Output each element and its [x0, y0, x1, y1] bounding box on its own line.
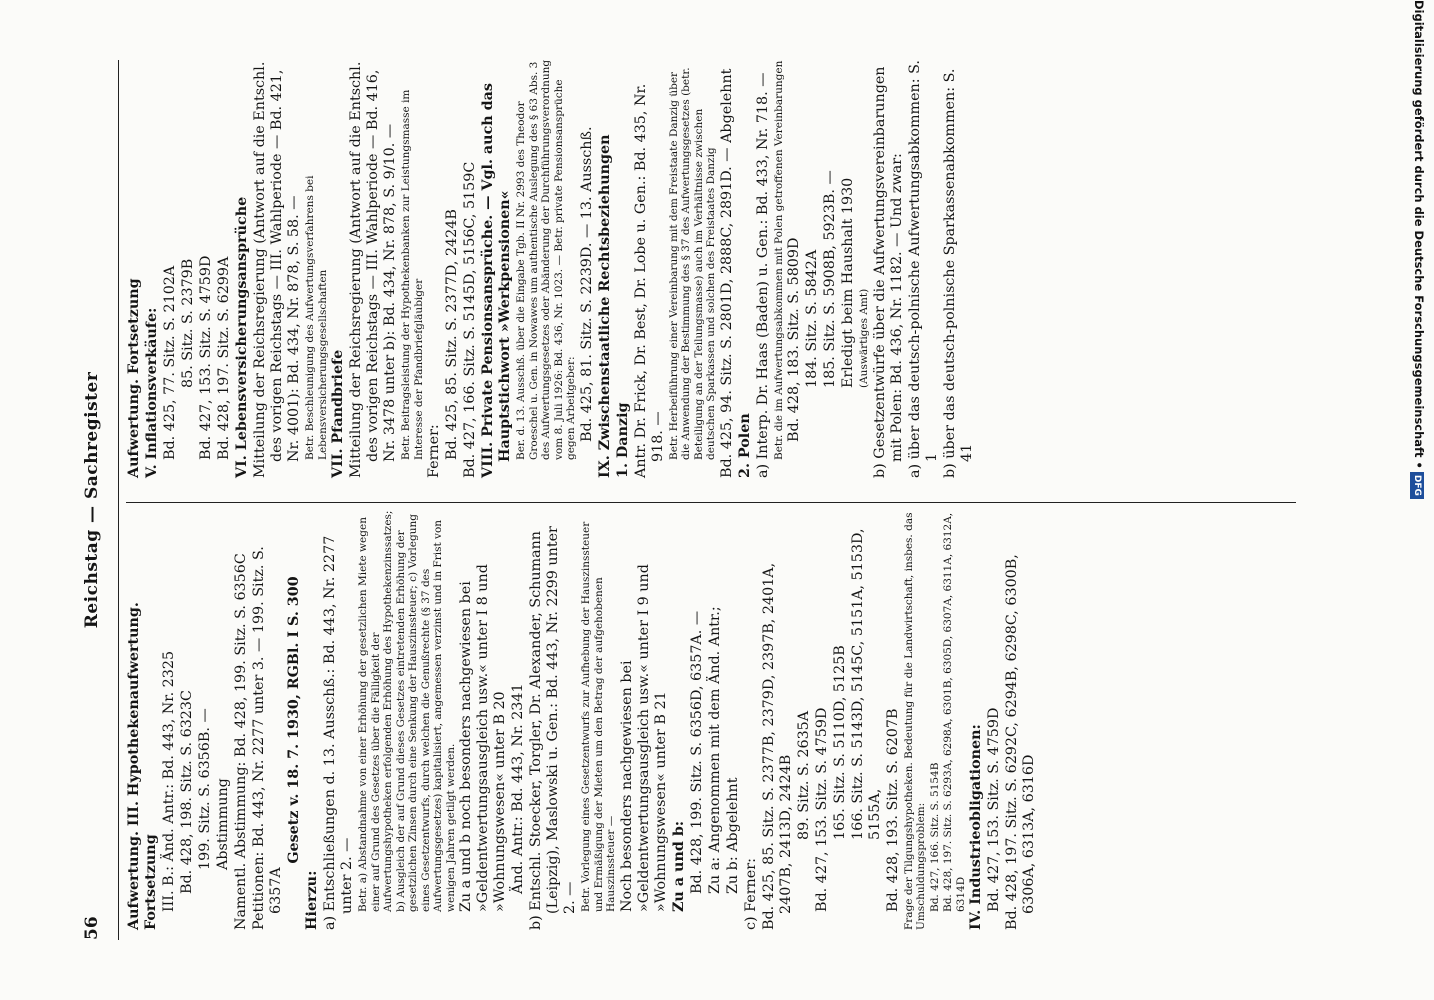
right-column-entry: Bd. 425, 85. Sitz. S. 2377D, 2424B — [444, 209, 460, 460]
right-column-entry: Antr. Dr. Frick, Dr. Best, Dr. Lobe u. Gen.: Bd. 435, Nr. 918. — — [632, 83, 666, 478]
right-column-entry: VII. Pfandbriefe — [330, 349, 346, 478]
right-column-entry: Mitteilung der Reichsregierung (Antwort auf die Entschl. des vorigen Reichstags — III. Wahlperiode — Bd. 421, Nr. 4001): Bd. 434, Nr. 878, S. 58. — — [252, 61, 302, 478]
header-rule — [118, 60, 119, 940]
left-column-entry: 199. Sitz. S. 6356B. — — [197, 708, 213, 870]
right-column-entry: a) Interp. Dr. Haas (Baden) u. Gen.: Bd. 433, Nr. 718. — — [754, 72, 771, 478]
right-column-entry: IX. Zwischenstaatliche Rechtsbeziehungen — [596, 134, 613, 478]
left-column-entry: Bd. 428, 198. Sitz. S. 6323C — [179, 690, 195, 894]
left-column-entry: Frage der Tilgungshypotheken. Bedeutung für die Landwirtschaft, insbes. das Umschuldungsproblem: — [902, 512, 927, 930]
left-column-entry: 165. Sitz. S. 5110D, 5125B — [831, 645, 848, 840]
left-column-entry: IV. Industrieobligationen: — [968, 724, 984, 930]
left-column-entry: Zu a: Angenommen mit dem Änd. Antr.; — [706, 606, 723, 894]
dfg-logo: DFG — [1410, 472, 1424, 499]
left-column-entry: Betr. Vorlegung eines Gesetzentwurfs zur Aufhebung der Hauszinssteuer und Ermäßigung der Mieten um den Betrag der aufgehobenen Hauszinssteuer — — [580, 521, 617, 912]
left-column-entry: Bd. 427, 166. Sitz. S. 5154B — [928, 762, 941, 912]
left-column-entry: Bd. 428, 193. Sitz. S. 6207B — [884, 708, 901, 912]
right-column-entry: 2. Polen — [736, 413, 753, 478]
left-column-entry: Zu a und b: — [670, 820, 687, 912]
left-column-entry: Zu a und b noch besonders nachgewiesen bei »Geldentwertungsausgleich usw.« unter I 8 und »Wohnungswesen« unter B 20 — [458, 564, 508, 912]
right-column-entry: Bd. 427, 153. Sitz. S. 4759D — [198, 255, 214, 460]
right-column-entry: Betr. Beschleunigung des Aufwertungsverfahrens bei Lebensversicherungsgesellschaften — [304, 175, 329, 460]
side-note — [1410, 0, 1426, 1000]
right-column-entry: Betr. Herbeiführung einer Vereinbarung mit dem Freistaate Danzig über die Anwendung der Bestimmung des § 37 des Aufwertungsgesetzes (betr. Beteiligung an der Teilungsmasse) auch im Verhältnisse zwischen deutschen Sparkassen und solchen des Freistaates Danzig — [667, 67, 717, 460]
right-column-entry: Aufwertung. Fortsetzung — [126, 278, 142, 478]
right-column-entry: 184. Sitz. S. 5842A — [804, 249, 820, 388]
right-column-entry: a) über das deutsch-polnische Aufwertungsabkommen: S. 1 — [906, 60, 940, 478]
right-column-entry: Bd. 428, 197. Sitz. S. 6299A — [216, 256, 232, 460]
left-column-entry: Bd. 427, 153. Sitz. S. 4759D — [986, 707, 1002, 912]
left-column-entry: III. B.: Änd. Antr.: Bd. 443, Nr. 2325 — [161, 650, 177, 912]
left-column-entry: 89. Sitz. S. 2635A — [795, 710, 812, 840]
left-column — [126, 510, 1039, 930]
left-column-entry: Abstimmung — [215, 778, 231, 870]
left-column-entry: Hierzu: — [304, 870, 320, 930]
left-column-entry: c) Ferner: — [742, 858, 759, 930]
right-column-entry: Betr. die im Aufwertungsabkommen mit Polen getroffenen Vereinbarungen — [772, 60, 785, 460]
left-column-entry: a) Entschließungen d. 13. Ausschß.: Bd. 443, Nr. 2277 unter 2. — — [322, 535, 355, 930]
left-column-entry: Zu b: Abgelehnt — [724, 777, 741, 894]
right-column-entry: 185. Sitz. S. 5908B, 5923B. — — [822, 170, 838, 388]
left-column-entry: Gesetz v. 18. 7. 1930, RGBl. I S. 300 — [286, 576, 302, 864]
left-column-entry: Betr. a) Abstandnahme von einer Erhöhung der gesetzlichen Miete wegen einer auf Grund des Gesetzes über die Fälligkeit der Aufwertungshypotheken erfolgenden Erhöhung des Hypothekenzinssatzes; b) Ausgleich der auf Grund dieses Gesetzes eintretenden Erhöhung der gesetzlichen Zinsen durch eine Senkung der Hauszinssteuer; c) Vorlegung eines Gesetzentwurfs, durch welchen die Genußrechte (§ 37 des Aufwertungsgesetzes) kapitalisiert, angemessen verzinst und in Frist von wenigen Jahren getilgt werden. — [357, 510, 457, 912]
left-column-entry: Namentl. Abstimmung: Bd. 428, 199. Sitz. S. 6356C — [233, 553, 249, 930]
page-number: 56 — [82, 916, 102, 940]
left-column-entry: Bd. 427, 153. Sitz. S. 4759D — [813, 707, 830, 912]
right-column-entry: b) Gesetzentwürfe über die Aufwertungsvereinbarungen mit Polen: Bd. 436, Nr. 1182. — Und zwar: — [871, 66, 905, 478]
left-column-entry: Bd. 428, 199. Sitz. S. 6356D, 6357A. — — [688, 610, 705, 894]
column-divider — [126, 502, 1296, 503]
left-column-entry: Aufwertung. III. Hypothekenaufwertung. Fortsetzung — [126, 602, 159, 930]
left-column-entry: Noch besonders nachgewiesen bei »Geldentwertungsausgleich usw.« unter I 9 und »Wohnungswesen« unter B 21 — [618, 564, 669, 912]
right-column-entry: Bd. 425, 94. Sitz. S. 2801D, 2888C, 2891D. — Abgelehnt — [718, 68, 735, 478]
right-column-entry: Ferner: — [426, 424, 442, 478]
page-header — [82, 60, 116, 940]
right-column-entry: Bd. 425, 77. Sitz. S. 2102A — [162, 265, 178, 460]
right-column-entry: VI. Lebensversicherungsansprüche — [234, 196, 250, 478]
side-note-text: Digitalisierung gefördert durch die Deutsche Forschungsgemeinschaft • — [1412, 0, 1426, 469]
right-column-entry: Mitteilung der Reichsregierung (Antwort auf die Entschl. des vorigen Reichstags — III. Wahlperiode — Bd. 416, Nr. 3478 unter b): Bd. 434, Nr. 878, S. 9/10. — — [348, 61, 398, 478]
right-column-entry: Ber. d. 13. Ausschß. über die Eingabe Tgb. II Nr. 2993 des Theodor Groeschel u. Gen. in Nowawes um authentische Auslegung des § 63 Abs. 3 des Aufwertungsgesetzes oder Abänderung der Durchführungsverordnung vom 8. Juli 1926: Bd. 436, Nr. 1023. — Betr. private Pensionsansprüche gegen Arbeitgeber: — [515, 59, 577, 460]
right-column-entry: b) über das deutsch-polnische Sparkassenabkommen: S. 41 — [941, 68, 975, 478]
right-column-entry: V. Inflationsverkäufe: — [144, 307, 160, 478]
left-column-entry: Änd. Antr.: Bd. 443, Nr. 2341 — [510, 683, 526, 894]
left-column-entry: b) Entschl. Stoecker, Torgler, Dr. Alexander, Schumann (Leipzig), Maslowski u. Gen.: Bd. 443, Nr. 2299 unter 2. — — [528, 526, 578, 930]
right-column-entry: Betr. Beitragsleistung der Hypothekenbanken zur Leistungsmasse im Interesse der Pfandbriefgläubiger — [400, 89, 425, 460]
right-column-entry: (Auswärtiges Amt) — [858, 288, 870, 388]
left-column-entry: Bd. 428, 197. Sitz. S. 6292C, 6294B, 6298C, 6300B, 6306A, 6313A, 6316D — [1004, 554, 1037, 930]
right-column — [126, 58, 977, 478]
left-column-entry: Petitionen: Bd. 443, Nr. 2277 unter 3. — 199. Sitz. S. 6357A — [251, 546, 284, 930]
right-column-entry: Erledigt beim Haushalt 1930 — [840, 177, 856, 388]
right-column-entry: Bd. 427, 166. Sitz. S. 5145D, 5156C, 5159C — [462, 161, 478, 478]
right-column-entry: 85. Sitz. S. 2379B — [180, 258, 196, 388]
left-column-entry: Bd. 425, 85. Sitz. S. 2377B, 2379D, 2397B, 2401A, 2407B, 2413D, 2424B — [760, 562, 794, 930]
right-column-entry: 1. Danzig — [614, 402, 631, 478]
page-title: Reichstag — Sachregister — [82, 371, 102, 629]
right-column-entry: VIII. Private Pensionsansprüche. — Vgl. auch das Hauptstichwort »Werkpensionen« — [480, 83, 513, 478]
right-column-entry: Bd. 425, 81. Sitz. S. 2239D. — 13. Ausschß. — [578, 126, 595, 442]
left-column-entry: Bd. 428, 197. Sitz. S. 6293A, 6298A, 6301B, 6305D, 6307A, 6311A, 6312A, 6314D — [942, 512, 967, 912]
left-column-entry: 166. Sitz. S. 5143D, 5145C, 5151A, 5153D, 5155A, — [849, 528, 883, 840]
right-column-entry: Bd. 428, 183. Sitz. S. 5809D — [786, 237, 802, 442]
